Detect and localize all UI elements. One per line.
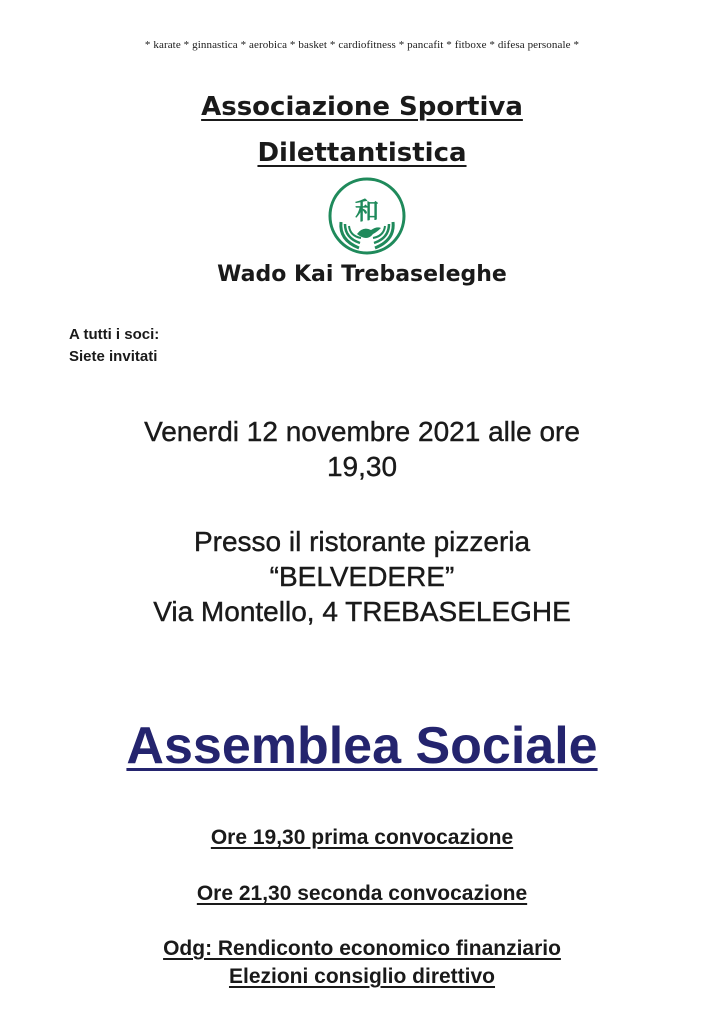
venue-line1: Presso il ristorante pizzeria [193,526,531,557]
venue-address: Via Montello, 4 TREBASELEGHE [153,596,571,627]
second-convocation: Ore 21,30 seconda convocazione [196,882,528,905]
event-date-line1: Venerdi 12 novembre 2021 alle ore [144,416,580,447]
first-convocation: Ore 19,30 prima convocazione [210,826,514,849]
agenda-line1: Odg: Rendiconto economico finanziario [163,937,561,960]
event-date-line2: 19,30 [326,451,398,482]
greeting-line2: Siete invitati [69,348,158,365]
association-title-line2: Dilettantistica [257,138,467,168]
logo-glyph: 和 [355,196,379,225]
wado-kai-logo-icon [327,176,407,256]
club-name: Wado Kai Trebaseleghe [217,262,507,287]
assembly-headline: Assemblea Sociale [126,717,598,775]
activities-list: * karate * ginnastica * aerobica * basket * cardiofitness * pancafit * fitboxe * difesa personale * [144,39,580,51]
venue-name: “BELVEDERE” [269,561,455,592]
agenda-line2: Elezioni consiglio direttivo [228,965,496,988]
association-title-line1: Associazione Sportiva [201,92,523,122]
greeting-line1: A tutti i soci: [69,326,160,343]
